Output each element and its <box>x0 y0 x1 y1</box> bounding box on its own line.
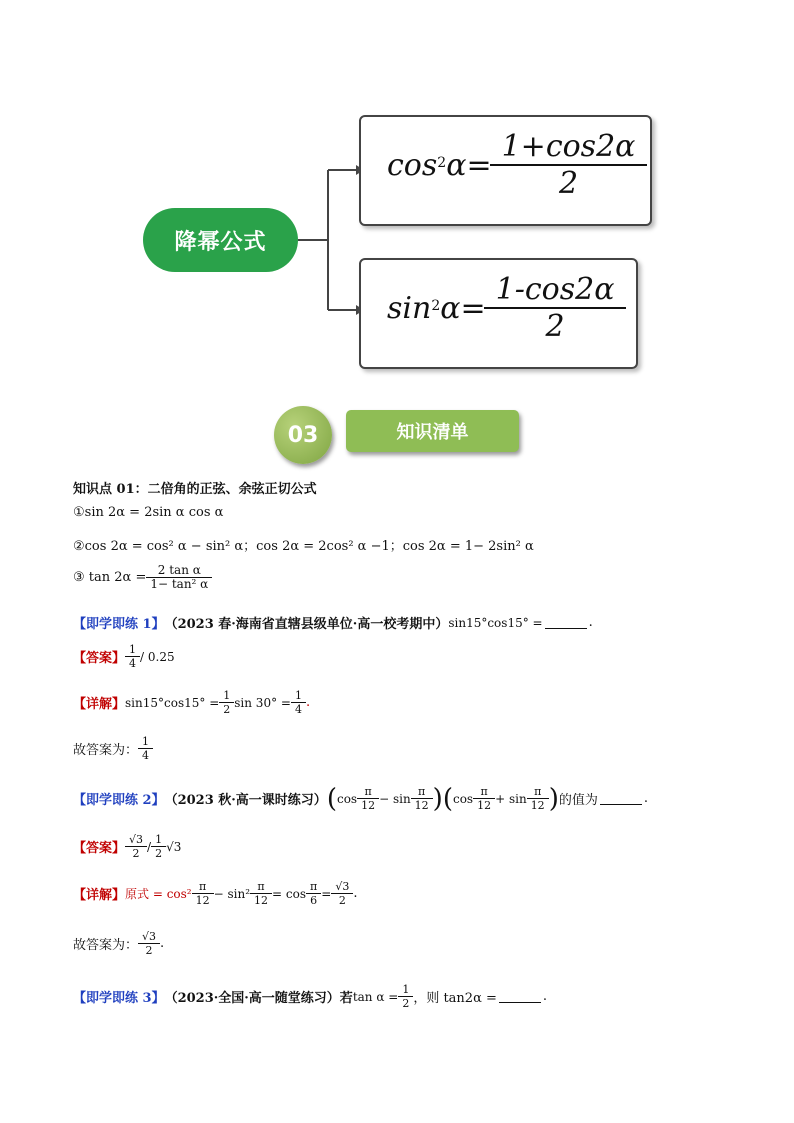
d2-pi-3: π <box>310 880 318 893</box>
detail-1-end: . <box>305 695 311 710</box>
formula-1-text: ①sin 2α = 2sin α cos α <box>73 505 224 520</box>
d2-pi-1: π <box>199 880 207 893</box>
section-number-badge <box>274 406 332 464</box>
formula-3-numerator: 2 tan α <box>157 563 201 577</box>
d2-root-num: √3 <box>335 880 350 893</box>
exercise-2-blank <box>600 792 642 805</box>
detail-tag: 【详解】 <box>73 697 126 712</box>
answer-2-half-den: 2 <box>151 846 166 860</box>
cos-var: α= <box>446 147 492 183</box>
answer-tag: 【答案】 <box>73 651 126 666</box>
cos-numerator: 1+cos2α <box>501 129 636 164</box>
exercise-1-expression: sin15°cos15° = <box>448 615 543 630</box>
formula-3-denominator: 1− tan² α <box>146 577 212 591</box>
d2-12-1: 12 <box>192 893 214 907</box>
answer-2-tag: 【答案】 <box>73 841 126 856</box>
cos-denominator: 2 <box>490 164 648 201</box>
sin-func: sin <box>387 290 432 326</box>
exercise-1-answer <box>73 643 175 670</box>
knowledge-point-title-text: 知识点 01：二倍角的正弦、余弦正切公式 <box>73 482 317 497</box>
answer-2-slash: / <box>147 839 152 854</box>
exercise-3-question <box>73 983 547 1010</box>
exercise-3-blank <box>499 990 541 1003</box>
cos-func: cos <box>387 147 438 183</box>
detail-1-b-num: 1 <box>223 689 231 702</box>
formula-3-prefix: ③ tan 2α = <box>73 570 147 585</box>
sin-denominator: 2 <box>484 307 627 344</box>
exercise-1-detail <box>73 689 310 716</box>
q2-pi-2: π <box>418 785 426 798</box>
d2-root-den: 2 <box>331 893 353 907</box>
q2-plus-sin: + sin <box>495 791 527 806</box>
knowledge-point-title <box>73 478 317 497</box>
exercise-2-final <box>73 930 164 957</box>
answer-1-denominator: 4 <box>125 656 140 670</box>
q2-pi-3: π <box>480 785 488 798</box>
cos-power: 2 <box>437 155 447 171</box>
exercise-3-mid: ，则 tan2α = <box>413 991 497 1006</box>
exercise-1-source: （2023 春·海南省直辖县级单位·高一校考期中） <box>164 617 449 632</box>
sin-formula-box <box>359 258 638 369</box>
exercise-3-tan: tan α = <box>352 989 399 1004</box>
detail-2-end: . <box>353 886 358 901</box>
exercise-2-end: . <box>643 791 648 806</box>
center-label: 降幂公式 <box>174 229 267 255</box>
detail-1-b-den: 2 <box>219 702 234 716</box>
d2-6: 6 <box>306 893 321 907</box>
exercise-3-source: （2023·全国·高一随堂练习）若 <box>164 991 353 1006</box>
exercise-2-detail <box>73 880 357 907</box>
section-number: 03 <box>287 422 319 448</box>
exercise-3-tag: 【即学即练 3】 <box>73 991 165 1006</box>
exercise-1-blank <box>545 616 587 629</box>
final-1-den: 4 <box>138 748 153 762</box>
sin-power: 2 <box>431 298 441 314</box>
q2-pi-1: π <box>364 785 372 798</box>
paren-open-2: ( <box>442 783 453 814</box>
exercise-3-end: . <box>542 989 548 1004</box>
formula-line-3 <box>73 564 212 591</box>
q2-pi-4: π <box>534 785 542 798</box>
final-2-den: 2 <box>138 943 160 957</box>
q2-12-4: 12 <box>527 798 549 812</box>
formula-2-text: ②cos 2α = cos² α − sin² α；cos 2α = 2cos² α −1；cos 2α = 1− 2sin² α <box>73 539 534 554</box>
detail-1-a: sin15°cos15° = <box>125 695 220 710</box>
answer-2-half-num: 1 <box>155 833 163 846</box>
formula-line-1 <box>73 505 223 520</box>
detail-1-d-den: 4 <box>291 702 306 716</box>
answer-2-root: √3 <box>166 839 182 854</box>
section-title: 知识清单 <box>396 422 469 443</box>
sin-var: α= <box>440 290 486 326</box>
q2-cos-2: cos <box>452 791 474 806</box>
final-1-label: 故答案为： <box>73 743 139 758</box>
paren-close-2: ) <box>548 783 559 814</box>
detail-2-text: 原式 = cos² <box>125 887 192 901</box>
exercise-3-den: 2 <box>398 996 413 1010</box>
paren-open-1: ( <box>326 783 337 814</box>
detail-2-eq: = cos <box>272 886 307 901</box>
exercise-2-answer <box>73 833 181 860</box>
final-2-label: 故答案为： <box>73 938 139 953</box>
formula-line-2 <box>73 535 534 554</box>
exercise-2-tag: 【即学即练 2】 <box>73 793 165 808</box>
q2-12-3: 12 <box>473 798 495 812</box>
exercise-3-num: 1 <box>402 983 410 996</box>
exercise-2-source: （2023 秋·高一课时练习） <box>164 793 327 808</box>
cos-formula-box <box>359 115 652 226</box>
exercise-1-tag: 【即学即练 1】 <box>73 617 165 632</box>
detail-2-tag: 【详解】 <box>73 888 126 903</box>
formula-category-pill <box>143 208 298 272</box>
q2-minus-sin: − sin <box>379 791 411 806</box>
final-1-num: 1 <box>142 735 150 748</box>
q2-12-2: 12 <box>411 798 433 812</box>
answer-2-num: √3 <box>129 833 144 846</box>
final-2-num: √3 <box>142 930 157 943</box>
q2-12-1: 12 <box>357 798 379 812</box>
detail-2-eq2: = <box>321 886 332 901</box>
final-2-end: . <box>160 936 165 951</box>
answer-2-den: 2 <box>125 846 147 860</box>
exercise-1-final <box>73 735 153 762</box>
paren-close-1: ) <box>432 783 443 814</box>
exercise-2-question <box>73 785 648 812</box>
branch-connector <box>298 160 368 325</box>
detail-1-d-num: 1 <box>294 689 302 702</box>
exercise-1-end: . <box>588 615 593 630</box>
q2-cos-1: cos <box>336 791 358 806</box>
detail-1-c: sin 30° = <box>234 695 291 710</box>
exercise-1-question <box>73 613 593 632</box>
section-title-bar <box>346 410 519 452</box>
d2-12-2: 12 <box>250 893 272 907</box>
d2-pi-2: π <box>257 880 265 893</box>
answer-1-alt: / 0.25 <box>140 649 175 664</box>
q2-tail: 的值为 <box>558 793 598 808</box>
answer-1-numerator: 1 <box>129 643 137 656</box>
sin-numerator: 1-cos2α <box>495 272 615 307</box>
detail-2-minus: − sin² <box>213 886 251 901</box>
